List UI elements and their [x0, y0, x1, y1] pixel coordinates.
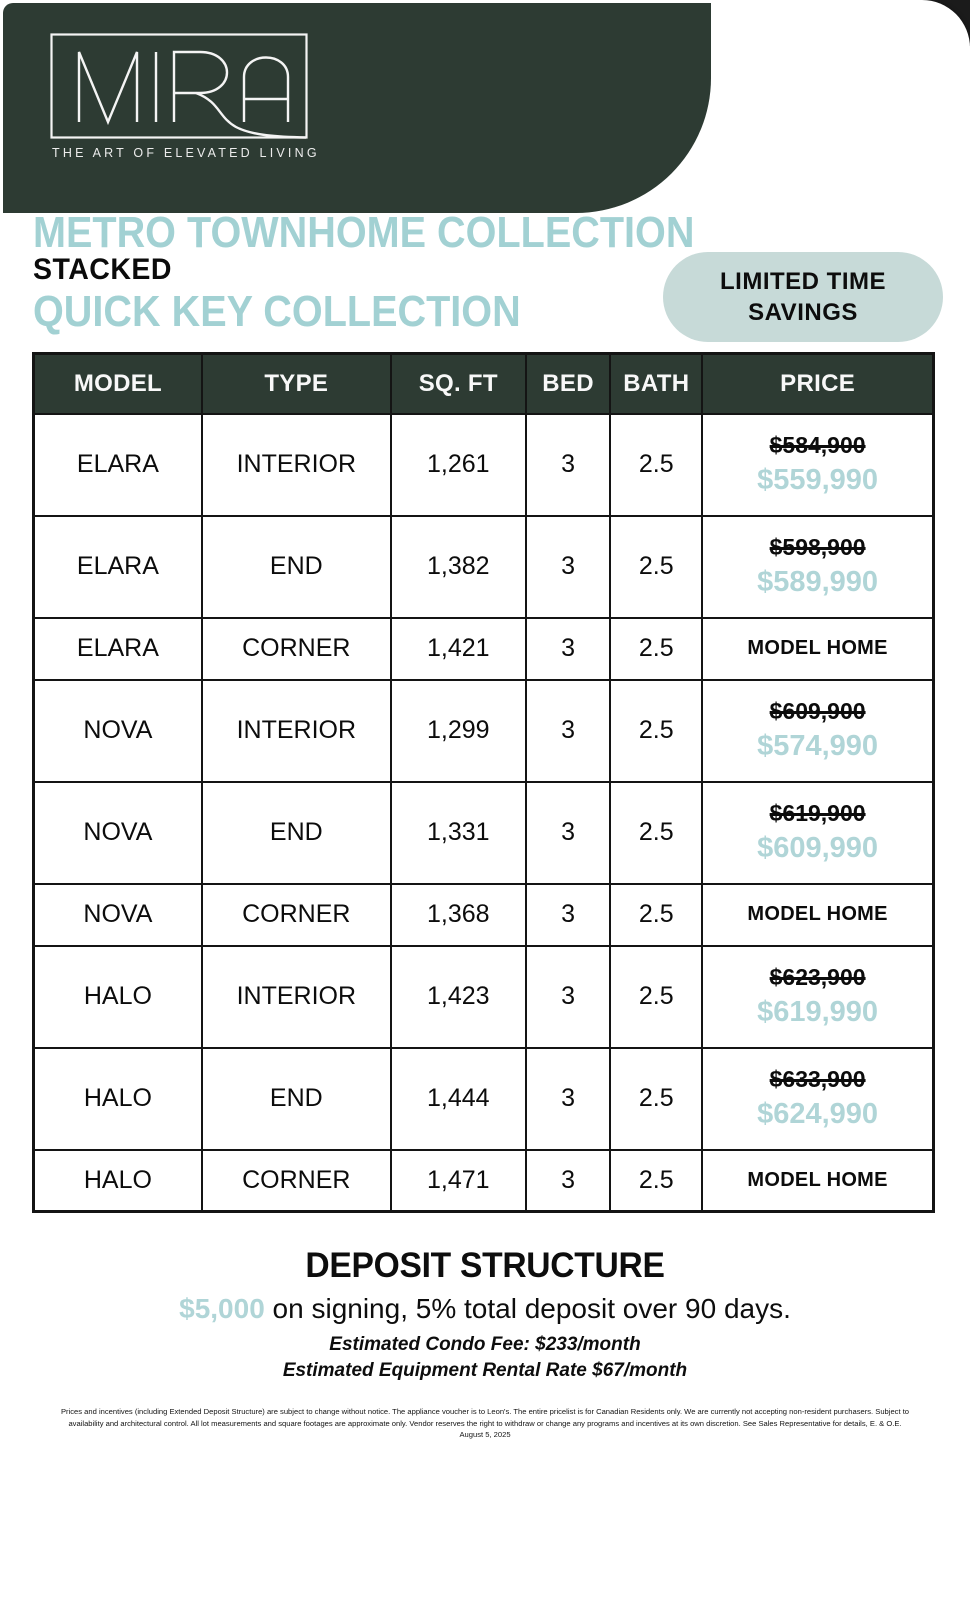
header-cell-bath: BATH [610, 354, 702, 414]
bed-cell: 3 [526, 1048, 611, 1150]
price-cell [702, 1048, 933, 1150]
type-cell: CORNER [202, 1150, 391, 1212]
heading-quick-key: QUICK KEY COLLECTION [33, 287, 521, 336]
old-price: $623,900 [769, 964, 866, 990]
new-price: $609,990 [757, 832, 879, 864]
bed-cell: 3 [526, 680, 611, 782]
bed-cell: 3 [526, 884, 611, 946]
type-cell: INTERIOR [202, 414, 391, 516]
badge-line2: SAVINGS [748, 299, 858, 326]
price-cell [702, 1150, 933, 1212]
model-cell: HALO [34, 946, 202, 1048]
bath-cell: 2.5 [610, 946, 702, 1048]
logo-tagline: THE ART OF ELEVATED LIVING [52, 146, 320, 160]
deposit-line [0, 1292, 970, 1326]
old-price: $598,900 [769, 534, 866, 560]
bath-cell: 2.5 [610, 1150, 702, 1212]
old-price: $609,900 [769, 698, 866, 724]
table-row [34, 414, 934, 516]
price-table [32, 352, 935, 1213]
bath-cell: 2.5 [610, 414, 702, 516]
type-cell: INTERIOR [202, 680, 391, 782]
header-banner [3, 3, 711, 213]
model-cell: ELARA [34, 414, 202, 516]
sqft-cell: 1,382 [391, 516, 526, 618]
price-cell [702, 946, 933, 1048]
price-table-header [34, 354, 934, 414]
model-cell: NOVA [34, 782, 202, 884]
table-row [34, 946, 934, 1048]
sqft-cell: 1,421 [391, 618, 526, 680]
model-home-label: MODEL HOME [747, 1168, 888, 1191]
bed-cell: 3 [526, 516, 611, 618]
bath-cell: 2.5 [610, 884, 702, 946]
sqft-cell: 1,368 [391, 884, 526, 946]
model-cell: ELARA [34, 618, 202, 680]
equipment-rental-note: Estimated Equipment Rental Rate $67/month [282, 1360, 688, 1381]
new-price: $559,990 [757, 464, 879, 496]
bath-cell: 2.5 [610, 782, 702, 884]
table-row [34, 516, 934, 618]
heading-stacked: STACKED [33, 253, 172, 286]
sqft-cell: 1,471 [391, 1150, 526, 1212]
heading-collection: METRO TOWNHOME COLLECTION [33, 208, 695, 257]
new-price: $589,990 [757, 566, 879, 598]
price-cell [702, 884, 933, 946]
old-price: $619,900 [769, 800, 866, 826]
sqft-cell: 1,444 [391, 1048, 526, 1150]
sqft-cell: 1,423 [391, 946, 526, 1048]
bed-cell: 3 [526, 1150, 611, 1212]
old-price: $584,900 [769, 432, 866, 458]
sqft-cell: 1,261 [391, 414, 526, 516]
deposit-rest: on signing, 5% total deposit over 90 days. [264, 1293, 791, 1324]
header-cell-bed: BED [526, 354, 611, 414]
header-cell-price: PRICE [702, 354, 933, 414]
model-cell: NOVA [34, 680, 202, 782]
sqft-cell: 1,331 [391, 782, 526, 884]
bath-cell: 2.5 [610, 516, 702, 618]
type-cell: END [202, 516, 391, 618]
bed-cell: 3 [526, 782, 611, 884]
model-cell: HALO [34, 1150, 202, 1212]
model-cell: ELARA [34, 516, 202, 618]
type-cell: END [202, 782, 391, 884]
limited-time-badge [663, 252, 943, 342]
deposit-highlight: $5,000 [179, 1293, 265, 1324]
deposit-structure-title: DEPOSIT STRUCTURE [305, 1246, 665, 1285]
model-cell: NOVA [34, 884, 202, 946]
table-row [34, 1048, 934, 1150]
fine-print: Prices and incentives (including Extended Deposit Structure) are subject to change without notice. The appliance voucher is to Leon's. The entire pricelist is for Canadian Residents only. We are currently not accepting non-resident purchasers. Subject to availability and architectural control. All lot measurements and square footages are approximate only. Vendor reserves the right to withdraw or change any programs and incentives at its own discretion. See Sales Representative for details, E. & O.E. August 5, 2025 [60, 1407, 910, 1439]
table-row [34, 618, 934, 680]
bed-cell: 3 [526, 414, 611, 516]
new-price: $624,990 [757, 1098, 879, 1130]
header-cell-sqft: SQ. FT [391, 354, 526, 414]
new-price: $619,990 [757, 996, 879, 1028]
table-row [34, 680, 934, 782]
model-home-label: MODEL HOME [747, 903, 888, 925]
model-home-label: MODEL HOME [747, 637, 888, 659]
sqft-cell: 1,299 [391, 680, 526, 782]
bath-cell: 2.5 [610, 680, 702, 782]
badge-line1: LIMITED TIME [720, 268, 886, 295]
type-cell: END [202, 1048, 391, 1150]
type-cell: CORNER [202, 884, 391, 946]
mira-logo-icon [50, 33, 308, 139]
table-row [34, 884, 934, 946]
mira-logo [50, 33, 308, 139]
price-cell [702, 414, 933, 516]
type-cell: CORNER [202, 618, 391, 680]
price-cell [702, 618, 933, 680]
bed-cell: 3 [526, 946, 611, 1048]
price-cell [702, 680, 933, 782]
bed-cell: 3 [526, 618, 611, 680]
price-cell [702, 782, 933, 884]
type-cell: INTERIOR [202, 946, 391, 1048]
bath-cell: 2.5 [610, 1048, 702, 1150]
price-cell [702, 516, 933, 618]
condo-fee-note: Estimated Condo Fee: $233/month [329, 1334, 641, 1355]
old-price: $633,900 [769, 1066, 866, 1092]
header-cell-type: TYPE [202, 354, 391, 414]
header-cell-model: MODEL [34, 354, 202, 414]
new-price: $574,990 [757, 730, 879, 762]
bath-cell: 2.5 [610, 618, 702, 680]
table-row [34, 782, 934, 884]
deposit-section [0, 1248, 970, 1441]
model-cell: HALO [34, 1048, 202, 1150]
table-row [34, 1150, 934, 1212]
price-table-body [34, 414, 934, 1212]
